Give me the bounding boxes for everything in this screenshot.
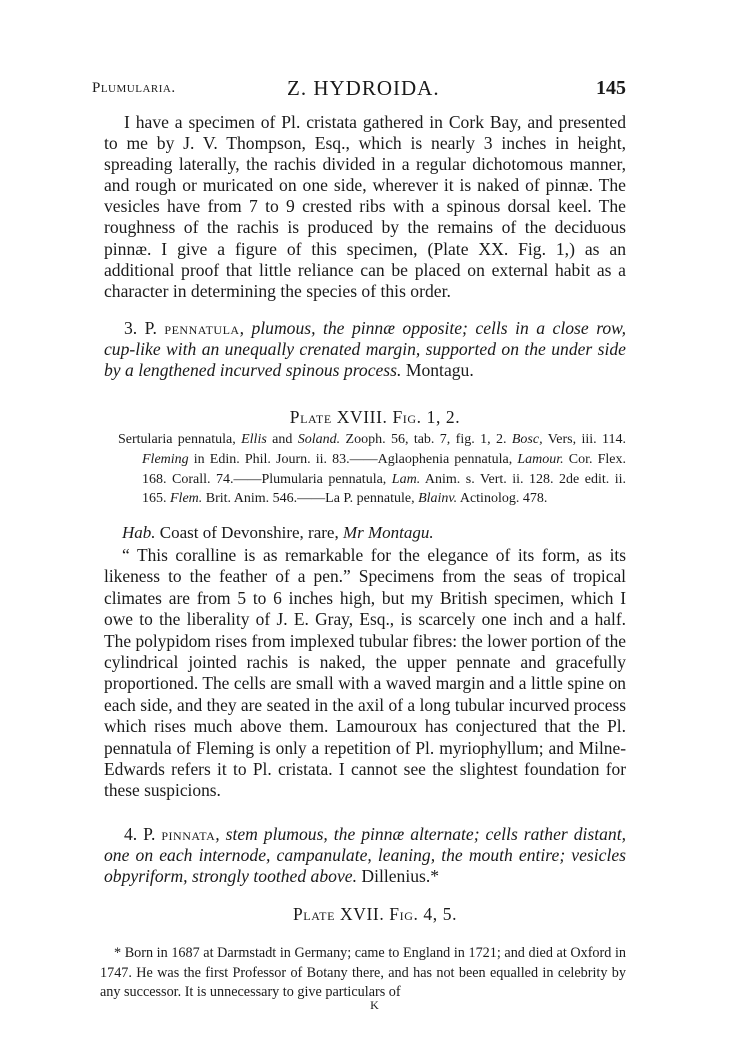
synonymy-segment: Zooph. 56, tab. 7, fig. 1, 2.: [340, 432, 512, 447]
synonymy-segment: and: [266, 432, 298, 447]
synonymy-segment: Blainv.: [418, 491, 458, 507]
synonymy-segment: Ellis: [241, 432, 267, 447]
synonymy-segment: Lam.: [391, 471, 421, 487]
species-3-habitat: [122, 523, 626, 543]
running-header: [92, 76, 626, 100]
species-4-name: pinnata: [161, 824, 216, 844]
species-3-diagnosis: , plumous, the pinnæ opposite; cells in a close row, cup-like with an unequally crenated margin, supported on the under side by a lengthened incurved spinous process.: [104, 318, 627, 381]
species-3-plate-ref: Plate XVIII. Fig. 1, 2.: [289, 407, 461, 427]
synonymy-segment: in Edin. Phil. Journ. ii. 83.——Aglaophenia pennatula,: [188, 451, 518, 467]
synonymy-segment: Lamour.: [517, 451, 564, 467]
synonymy-segment: Sertularia pennatula,: [118, 432, 242, 447]
signature-mark: K: [370, 998, 380, 1012]
page-number: 145: [596, 77, 626, 99]
species-3-synonymy: [118, 430, 626, 509]
synonymy-segment: Anim. s. Vert. ii. 128. 2de edit. ii. 165.: [142, 471, 626, 507]
species-4-diagnosis: , stem plumous, the pinnæ alternate; cells rather distant, one on each internode, campanulate, leaning, the mouth entire; vesicles obpyriform, strongly toothed above.: [104, 824, 626, 887]
species-4-author: Dillenius.*: [361, 866, 440, 887]
synonymy-segment: Fleming: [142, 451, 189, 467]
species-3-name: pennatula: [164, 318, 240, 338]
footnote: * Born in 1687 at Darmstadt in Germany; came to England in 1721; and died at Oxford in 1747. He was the first Professor of Botany there, and has not been equalled in celebrity by any successor. It is unnecessary to give particulars of: [100, 945, 626, 1001]
header-section-title: Z. HYDROIDA.: [287, 76, 440, 100]
synonymy-segment: Vers, iii. 114.: [542, 432, 627, 447]
species-4-plate-ref: Plate XVII. Fig. 4, 5.: [292, 904, 458, 924]
synonymy-segment: Bosc,: [511, 432, 543, 447]
synonymy-segment: Soland.: [297, 432, 341, 447]
species-4-entry: [104, 824, 626, 887]
synonymy-segment: Brit. Anim. 546.——La P. pennatule,: [202, 491, 419, 507]
synonymy-segment: Flem.: [170, 491, 203, 507]
habitat-text: Coast of Devonshire, rare,: [155, 523, 343, 542]
habitat-collector: Mr Montagu.: [342, 523, 434, 542]
intro-paragraph: I have a specimen of Pl. cristata gathered in Cork Bay, and presented to me by J. V. Thompson, Esq., which is nearly 3 inches in height, spreading laterally, the rachis divided in a regular dichotomous manner, and rough or muricated on one side, wherever it is naked of pinnæ. The vesicles have from 7 to 9 crested ribs with a spinous dorsal keel. The roughness of the rachis is produced by the remains of the deciduous pinnæ. I give a figure of this specimen, (Plate XX. Fig. 1,) as an additional proof that little reliance can be placed on external habit as a character in determining the species of this order.: [104, 112, 626, 301]
synonymy-segment: Actinolog. 478.: [457, 491, 548, 507]
species-3-entry: [104, 318, 626, 381]
species-3-description: “ This coralline is as remarkable for the elegance of its form, as its likeness to the feather of a pen.” Specimens from the seas of tropical climates are from 5 to 6 inches high, but my British specimen, which I owe to the liberality of J. E. Gray, Esq., is scarcely one inch and a half. The polypidom rises from implexed tubular fibres: the lower portion of the cylindrical jointed rachis is naked, the upper pennate and gracefully proportioned. The cells are small with a waved margin and a little spine on each side, and they are seated in the axil of a long tubular incurved process which rises much above them. Lamouroux has conjectured that the Pl. pennatula of Fleming is only a repetition of Pl. myriophyllum; and Milne-Edwards refers it to Pl. cristata. I cannot see the slightest foundation for these suspicions.: [104, 545, 626, 801]
species-3-author: Montagu.: [405, 360, 474, 381]
species-4-number: 4. P.: [124, 824, 156, 844]
species-3-number: 3. P.: [124, 318, 157, 338]
synonymy-segment: Cor. Flex. 168. Corall. 74.——Plumularia pennatula,: [142, 451, 626, 487]
habitat-label: Hab.: [122, 523, 156, 542]
header-genus: Plumularia.: [92, 80, 176, 96]
